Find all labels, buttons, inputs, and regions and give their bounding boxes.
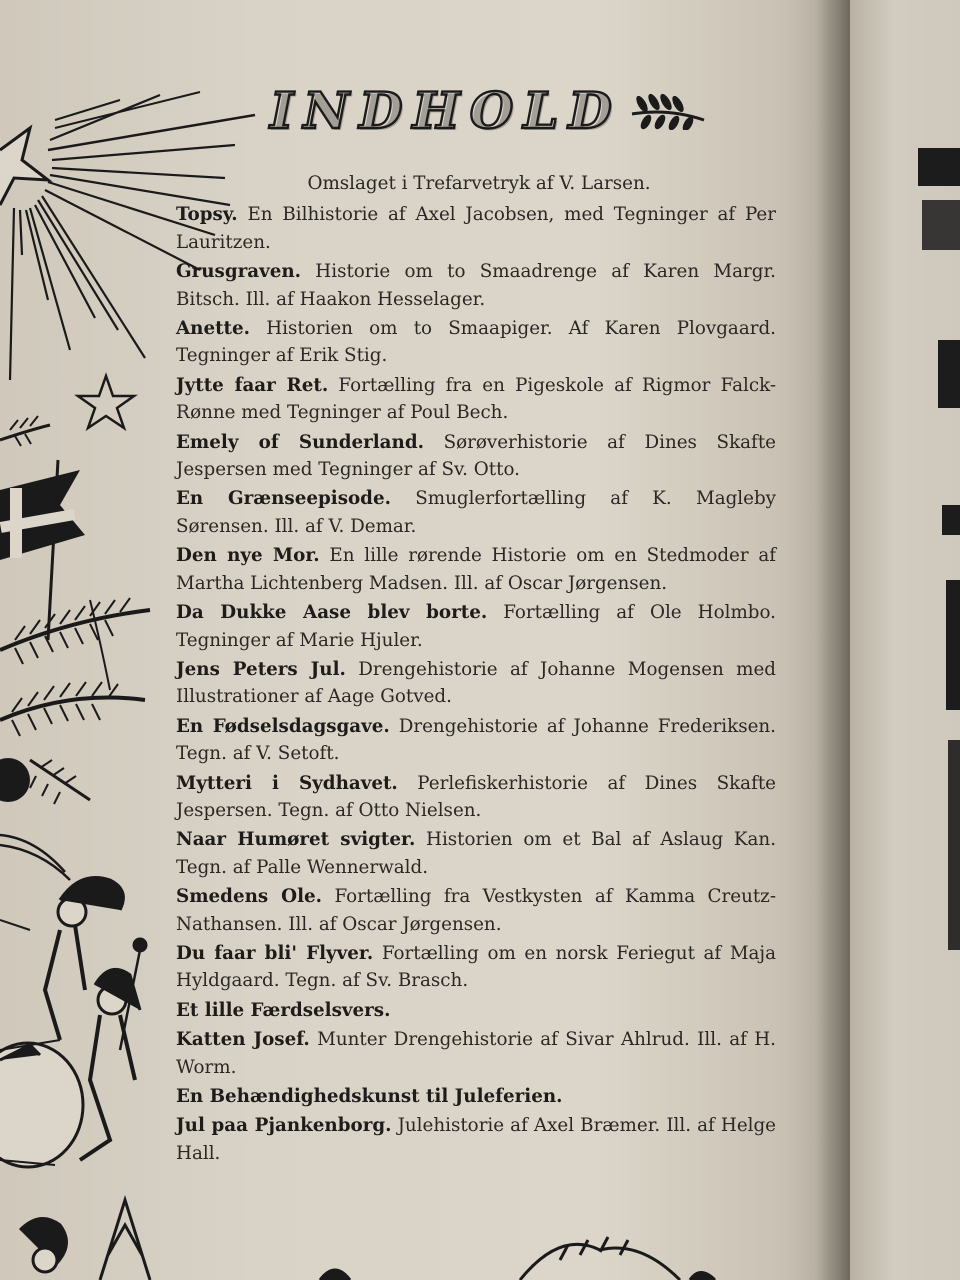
toc-entry-description: Sørøverhistorie af Dines Skafte Jespersen med Tegninger af Sv. Otto. <box>176 431 776 481</box>
toc-entry <box>176 940 776 995</box>
toc-entry <box>176 656 776 711</box>
toc-entry-description: Fortælling af Ole Holmbo. Tegninger af Marie Hjuler. <box>176 602 776 651</box>
toc-entry-description: Fortælling fra en Pigeskole af Rigmor Falck-Rønne med Tegninger af Poul Bech. <box>176 374 776 424</box>
toc-entry <box>176 770 776 825</box>
toc-entry-description: Historie om to Smaadrenge af Karen Margr. Bitsch. Ill. af Haakon Hesselager. <box>176 261 776 310</box>
toc-entry-title: Naar Humøret svigter. <box>176 829 416 851</box>
right-page-letter <box>942 505 960 535</box>
toc-entry <box>176 429 776 484</box>
cover-credit: Omslaget i Trefarvetryk af V. Larsen. <box>307 173 651 194</box>
toc-entry-description: Perlefiskerhistorie af Dines Skafte Jespersen. Tegn. af Otto Nielsen. <box>176 772 776 821</box>
toc-entry-title: Jytte faar Ret. <box>176 374 329 396</box>
flag-icon <box>0 460 85 640</box>
toc-entry-title: Katten Josef. <box>176 1029 310 1051</box>
book-page-right <box>850 0 960 1280</box>
toc-entry-list <box>176 201 776 1167</box>
heading-text: INDHOLD <box>270 80 622 140</box>
toc-entry-description: Historien om et Bal af Aslaug Kan. Tegn. af Palle Wennerwald. <box>176 829 776 878</box>
toc-entry-description: Fortælling fra Vestkysten af Kamma Creutz-Nathansen. Ill. af Oscar Jørgensen. <box>176 886 776 935</box>
elf-drummer-icon <box>0 835 146 1167</box>
toc-entry <box>176 883 776 938</box>
toc-entry-description: Fortælling om en norsk Feriegut af Maja Hyldgaard. Tegn. af Sv. Brasch. <box>176 942 777 992</box>
toc-entry-description: En Bilhistorie af Axel Jacobsen, med Tegninger af Per Lauritzen. <box>176 204 776 253</box>
toc-entry-description: Drengehistorie af Johanne Frederiksen. Tegn. af V. Setoft. <box>176 715 776 765</box>
book-gutter <box>815 0 855 1280</box>
toc-entry-title: Emely of Sunderland. <box>176 431 424 453</box>
right-page-letter <box>946 580 960 710</box>
toc-entry-title: Smedens Ole. <box>176 886 323 908</box>
toc-entry-title: En Fødselsdagsgave. <box>176 715 390 737</box>
toc-entry-title: Jens Peters Jul. <box>176 658 346 680</box>
toc-entry-description: En lille rørende Historie om en Stedmoder af Martha Lichtenberg Madsen. Ill. af Oscar Jørgensen. <box>176 545 777 594</box>
toc-entry <box>176 1083 776 1110</box>
toc-entry-title: Den nye Mor. <box>176 545 320 567</box>
toc-entry <box>176 599 776 654</box>
ornament-ball <box>0 758 30 802</box>
toc-entry-description: Julehistorie af Axel Bræmer. Ill. af Helge Hall. <box>176 1115 777 1164</box>
toc-entry-title: Grusgraven. <box>176 261 301 283</box>
toc-entry-title: En Grænseepisode. <box>176 488 391 510</box>
right-page-letter <box>948 740 960 950</box>
right-page-letter <box>938 340 960 408</box>
toc-entry <box>176 201 776 256</box>
bottom-figures <box>20 1200 715 1280</box>
contents-heading <box>270 78 708 142</box>
toc-entry-title: Et lille Færdselsvers. <box>176 999 391 1021</box>
toc-entry-title: Jul paa Pjankenborg. <box>176 1115 392 1137</box>
toc-entry-title: Da Dukke Aase blev borte. <box>176 602 488 624</box>
toc-entry <box>176 372 776 427</box>
toc-entry-description: Historien om to Smaapiger. Af Karen Plovgaard. Tegninger af Erik Stig. <box>176 318 776 367</box>
toc-entry-description: Smuglerfortælling af K. Magleby Sørensen. Ill. af V. Demar. <box>176 488 776 537</box>
toc-entry-description: Munter Drengehistorie af Sivar Ahlrud. Ill. af H. Worm. <box>176 1029 776 1078</box>
heading-sprig-icon <box>628 90 708 130</box>
toc-entry-title: Mytteri i Sydhavet. <box>176 772 398 794</box>
toc-entry-title: Anette. <box>176 318 250 340</box>
toc-entry <box>176 315 776 370</box>
pine-branch-icon <box>0 416 150 804</box>
right-page-print-block <box>918 148 960 186</box>
toc-entry <box>176 1026 776 1081</box>
toc-entry <box>176 485 776 540</box>
toc-entry-title: Du faar bli' Flyver. <box>176 942 374 964</box>
toc-entry-title: Topsy. <box>176 204 238 226</box>
toc-entry <box>176 997 776 1024</box>
toc-entry-description: Drengehistorie af Johanne Mogensen med Illustrationer af Aage Gotved. <box>176 658 776 708</box>
table-of-contents <box>176 170 776 1169</box>
toc-entry <box>176 826 776 881</box>
right-page-print-block <box>922 200 960 250</box>
small-star-icon <box>78 376 134 428</box>
toc-entry <box>176 542 776 597</box>
toc-entry <box>176 713 776 768</box>
toc-entry-title: En Behændighedskunst til Juleferien. <box>176 1086 563 1107</box>
toc-entry <box>176 1112 776 1167</box>
toc-entry <box>176 258 776 313</box>
